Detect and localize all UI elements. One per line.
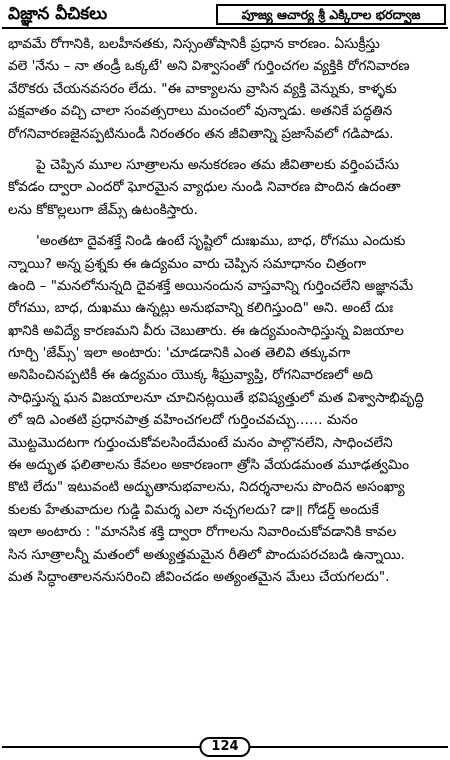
text-line: పై చెప్పిన మూల సూత్రాలను అనుకరణం తమ జీవితాలకు వర్తింపచేసు (36, 156, 399, 173)
text-line: కులకు హేతువాదుల గుడ్డి విమర్శ ఎలా నచ్చగలదు? డా॥ గోడర్డ్ అందుకే (8, 501, 379, 518)
text-line: వేరొకరు చేయనవసరం లేదు. "ఈ వాక్యాలను వ్రాసిన వ్యక్తి వెన్నుకు, కాళ్ళకు (8, 80, 397, 97)
text-line: ఉంది – "మనలోనున్నది దైవశక్తే అయినందున వాస్తవాన్ని గుర్తించలేని అజ్ఞానమే (8, 277, 414, 294)
paragraph (8, 230, 440, 588)
text-line: అనిపించినప్పటికీ ఈ ఉద్యమం యొక్క శీఘ్రవ్యాప్తి, రోగనివారణలో అది (8, 367, 373, 384)
author-name-box: పూజ్య ఆచార్య శ్రీ ఎక్కిరాల భరద్వాజ (216, 4, 446, 25)
text-line: మత సిద్ధాంతాలననుసరించి జీవించడం అత్యంతమైన మేలు చేయగలదు". (8, 568, 390, 585)
text-line: ఖానికి అవిద్యే కారణమని వీరు చెబుతారు. ఈ ఉద్యమంసాధిస్తున్న విజయాల (8, 322, 404, 339)
text-line: సిన సూత్రాలన్నీ మతంలో అత్యుత్తమమైన రీతిలో పొందుపరచబడి ఉన్నాయి. (8, 546, 405, 563)
text-line: భావమే రోగానికి, బలహీనతకు, నిస్సంతోషానికీ ప్రధాన కారణం. ఏసుక్రీస్తు (8, 36, 380, 52)
running-header (2, 2, 448, 29)
paragraph-gap (8, 221, 440, 230)
text-line: మొట్టమొదటగా గుర్తుంచుకోవలసిందేమంటే మనం పాల్గొనలేని, సాధించలేని (8, 434, 393, 451)
text-line: వలె 'నేను – నా తండ్రీ ఒక్కటే' అని విశ్వాసంతో గుర్తించగల వ్యక్తికి రోగనివారణ (8, 58, 410, 75)
text-line: రోగనివారణజైనప్పటినుండీ నిరంతరం తన జీవితాన్ని ప్రజాసేవలో గడిపాడు. (8, 125, 394, 142)
text-line: లో ఇది ఎంతటి ప్రధానపాత్ర వహించగలదో గుర్తించవచ్చు…… మనం (8, 412, 358, 429)
text-line: గూర్చి 'జేమ్స్' ఇలా అంటారు: 'చూడడానికి ఎంత తెలివి తక్కువగా (8, 345, 351, 362)
text-line: కోవడం ద్వారా ఎందరో ఘోరమైన వ్యాధుల నుండి నివారణ పొందిన ఉదంతా (8, 179, 401, 196)
text-line: ఈ అద్భుత ఫలితాలను కేవలం అకారణంగా త్రోసి వేయడమంత మూఢత్వమిం (8, 457, 409, 474)
text-line: ఇలా అంటారు : "మానసిక శక్తి ద్వారా రోగాలను నివారించుకోవడానికి కావల (8, 524, 397, 541)
text-line: సాధిస్తున్న ఘన విజయాలనూ చూచినట్లయితే భవిష్యత్తులో మత విశ్వాసాభివృద్ధి (8, 389, 424, 406)
text-line: న్నాయి? అన్న ప్రశ్నకు ఈ ఉద్యమం వారు చెప్పిన సమాధానం చిత్రంగా (8, 255, 366, 272)
book-title: విజ్ఞాన వీచికలు (8, 4, 108, 24)
body-text (8, 33, 440, 588)
text-line: రోగము, బాధ, దుఖము ఉన్నట్లు అనుభవాన్ని కలిగిస్తుంది" అని. అంటే దుః (8, 300, 394, 317)
page-footer (2, 737, 448, 757)
text-line: లను కోకొల్లలుగా జేమ్స్ ఉటంకిస్తారు. (8, 201, 198, 218)
paragraph-gap (8, 145, 440, 154)
paragraph (8, 33, 440, 145)
text-line: కొటి లేదు" ఇటువంటి అద్భుతానుభవాలను, నిదర్శనాలను పొందిన అసంఖ్యా (8, 479, 405, 496)
text-line: 'అంతటా దైవశక్తే నిండి ఉంటే సృష్టిలో దుఃఖము, బాధ, రోగము ఎందుకు (36, 233, 406, 250)
text-line: పక్షవాతం వచ్చి చాలా సంవత్సరాలు మంచంలో వున్నాడు. అతనికే పద్ధతిన (8, 103, 393, 120)
page-number: 124 (199, 737, 250, 757)
paragraph (8, 154, 440, 221)
